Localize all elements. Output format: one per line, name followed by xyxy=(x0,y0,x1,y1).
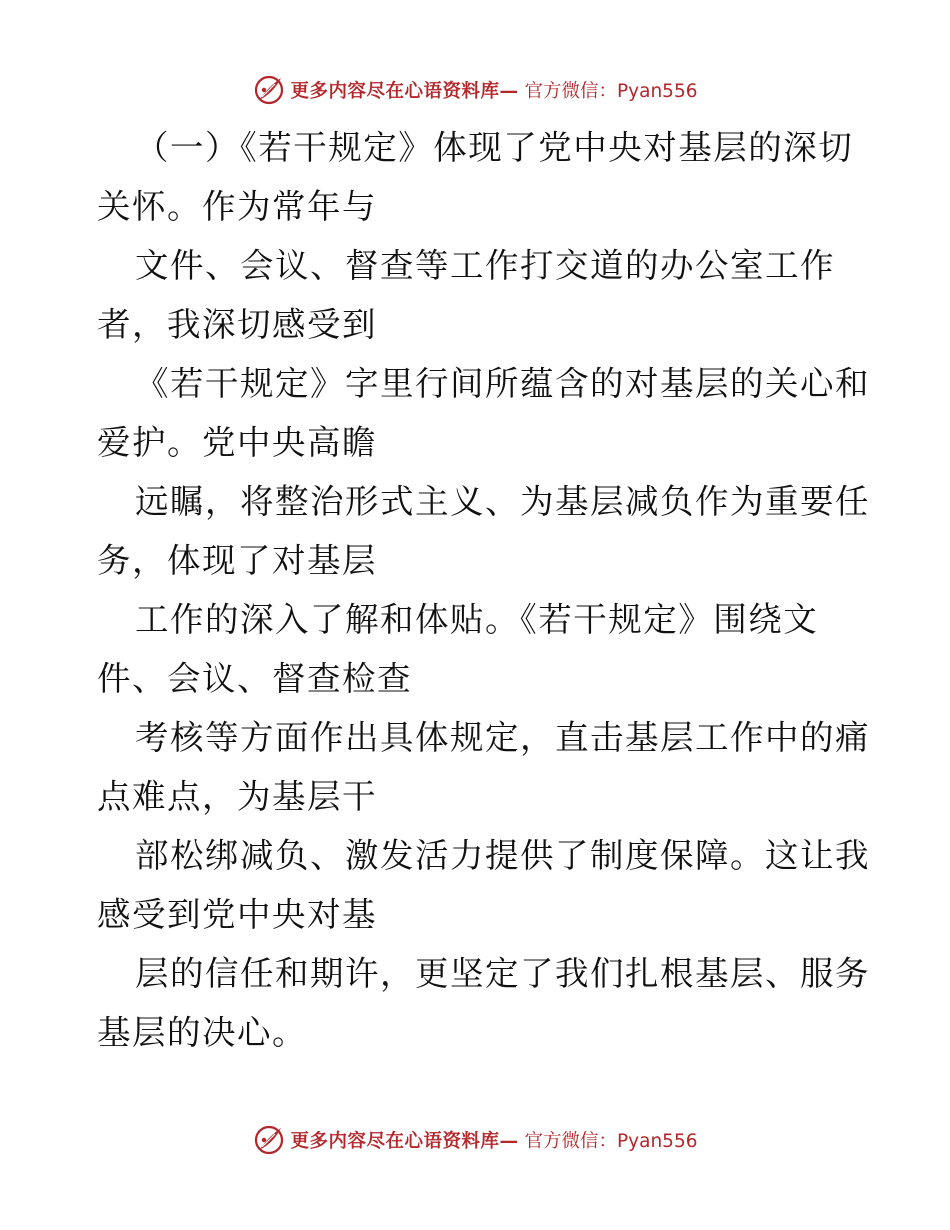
header-banner-inner xyxy=(253,74,698,106)
body-line: （一）《若干规定》体现了党中央对基层的深切 xyxy=(135,128,854,167)
body-line: 爱护。党中央高瞻 xyxy=(97,423,377,462)
header-banner xyxy=(0,68,950,112)
body-line: 件、会议、督查检查 xyxy=(97,659,412,698)
body-line: 部松绑减负、激发活力提供了制度保障。这让我 xyxy=(135,836,870,875)
quill-pen-logo-icon xyxy=(253,1124,285,1156)
body-line: 感受到党中央对基 xyxy=(97,895,377,934)
footer-banner-text: 更多内容尽在心语资料库— xyxy=(290,1131,519,1152)
body-line: 文件、会议、督查等工作打交道的办公室工作 xyxy=(135,246,835,285)
body-line: 点难点，为基层干 xyxy=(97,777,377,816)
document-body xyxy=(97,118,870,1062)
quill-pen-logo-icon xyxy=(253,74,285,106)
body-line: 远瞩，将整治形式主义、为基层减负作为重要任 xyxy=(135,482,870,521)
header-banner-contact: 官方微信：Pyan556 xyxy=(524,81,698,102)
body-line: 工作的深入了解和体贴。《若干规定》围绕文 xyxy=(135,600,819,639)
body-line: 务，体现了对基层 xyxy=(97,541,377,580)
body-line: 关怀。作为常年与 xyxy=(97,187,377,226)
body-line: 《若干规定》字里行间所蕴含的对基层的关心和 xyxy=(135,364,870,403)
body-line: 层的信任和期许，更坚定了我们扎根基层、服务 xyxy=(135,954,870,993)
footer-banner-inner xyxy=(253,1124,698,1156)
body-line: 者，我深切感受到 xyxy=(97,305,377,344)
body-line: 基层的决心。 xyxy=(97,1013,307,1052)
body-line: 考核等方面作出具体规定，直击基层工作中的痛 xyxy=(135,718,870,757)
header-banner-text: 更多内容尽在心语资料库— xyxy=(290,81,519,102)
footer-banner-contact: 官方微信：Pyan556 xyxy=(524,1131,698,1152)
footer-banner xyxy=(0,1118,950,1162)
